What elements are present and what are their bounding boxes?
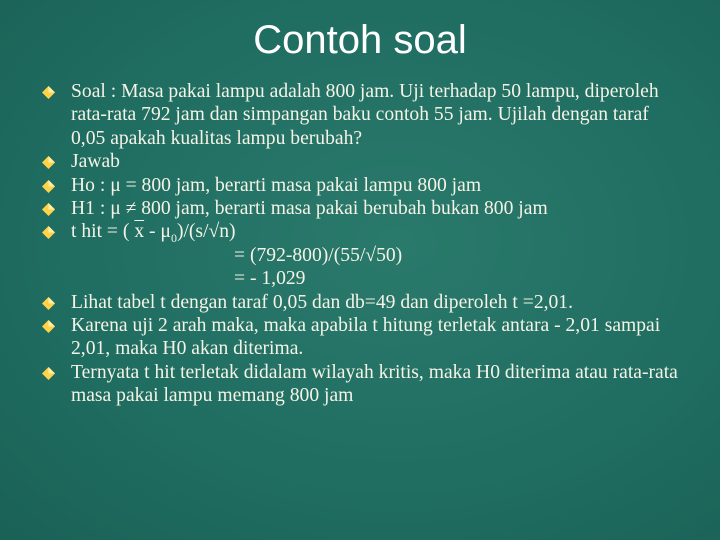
diamond-bullet-icon: [42, 86, 55, 99]
item-text: Karena uji 2 arah maka, maka apabila t hitung terletak antara - 2,01 sampai 2,01, maka H0 akan diterima.: [71, 315, 661, 360]
list-item-h0: [42, 174, 682, 197]
item-text: Soal : Masa pakai lampu adalah 800 jam. Uji terhadap 50 lampu, diperoleh rata-rata 792 jam dan simpangan baku contoh 55 jam. Ujilah dengan taraf 0,05 apakah kualitas lampu berubah?: [71, 81, 659, 149]
item-text: H1 : μ ≠ 800 jam, berarti masa pakai berubah bukan 800 jam: [71, 198, 548, 220]
formula-rest: )/(s/√n): [176, 221, 236, 243]
x-bar: $\overline{x}$: [134, 221, 145, 243]
list-item-ternyata: [42, 361, 682, 408]
list-item-karena: [42, 314, 682, 361]
list-item-jawab: [42, 150, 682, 173]
item-text: Jawab: [71, 151, 120, 173]
list-item-t-hit: [42, 220, 682, 290]
diamond-bullet-icon: [42, 203, 55, 216]
t-hit-formula: [71, 221, 236, 246]
diamond-bullet-icon: [42, 320, 55, 333]
list-item-soal: [42, 80, 682, 150]
formula-line-3: = - 1,029: [234, 268, 306, 290]
item-text: Lihat tabel t dengan taraf 0,05 dan db=49 dan diperoleh t =2,01.: [71, 291, 574, 313]
diamond-bullet-icon: [42, 156, 55, 169]
diamond-bullet-icon: [42, 226, 55, 239]
diamond-bullet-icon: [42, 180, 55, 193]
bullet-list: [42, 80, 682, 408]
diamond-bullet-icon: [42, 367, 55, 380]
formula-line-2: = (792-800)/(55/√50): [234, 244, 403, 266]
diamond-bullet-icon: [42, 297, 55, 310]
slide-title: Contoh soal: [253, 18, 467, 62]
item-text: Ternyata t hit terletak didalam wilayah kritis, maka H0 diterima atau rata-rata masa pakai lampu memang 800 jam: [71, 361, 678, 407]
list-item-h1: [42, 197, 682, 220]
formula-minus-mu: - μ: [144, 221, 171, 243]
mu-subscript: 0: [170, 231, 177, 246]
formula-lead: t hit = (: [71, 221, 135, 243]
item-text: Ho : μ = 800 jam, berarti masa pakai lampu 800 jam: [71, 174, 482, 196]
list-item-tabel: [42, 291, 682, 314]
